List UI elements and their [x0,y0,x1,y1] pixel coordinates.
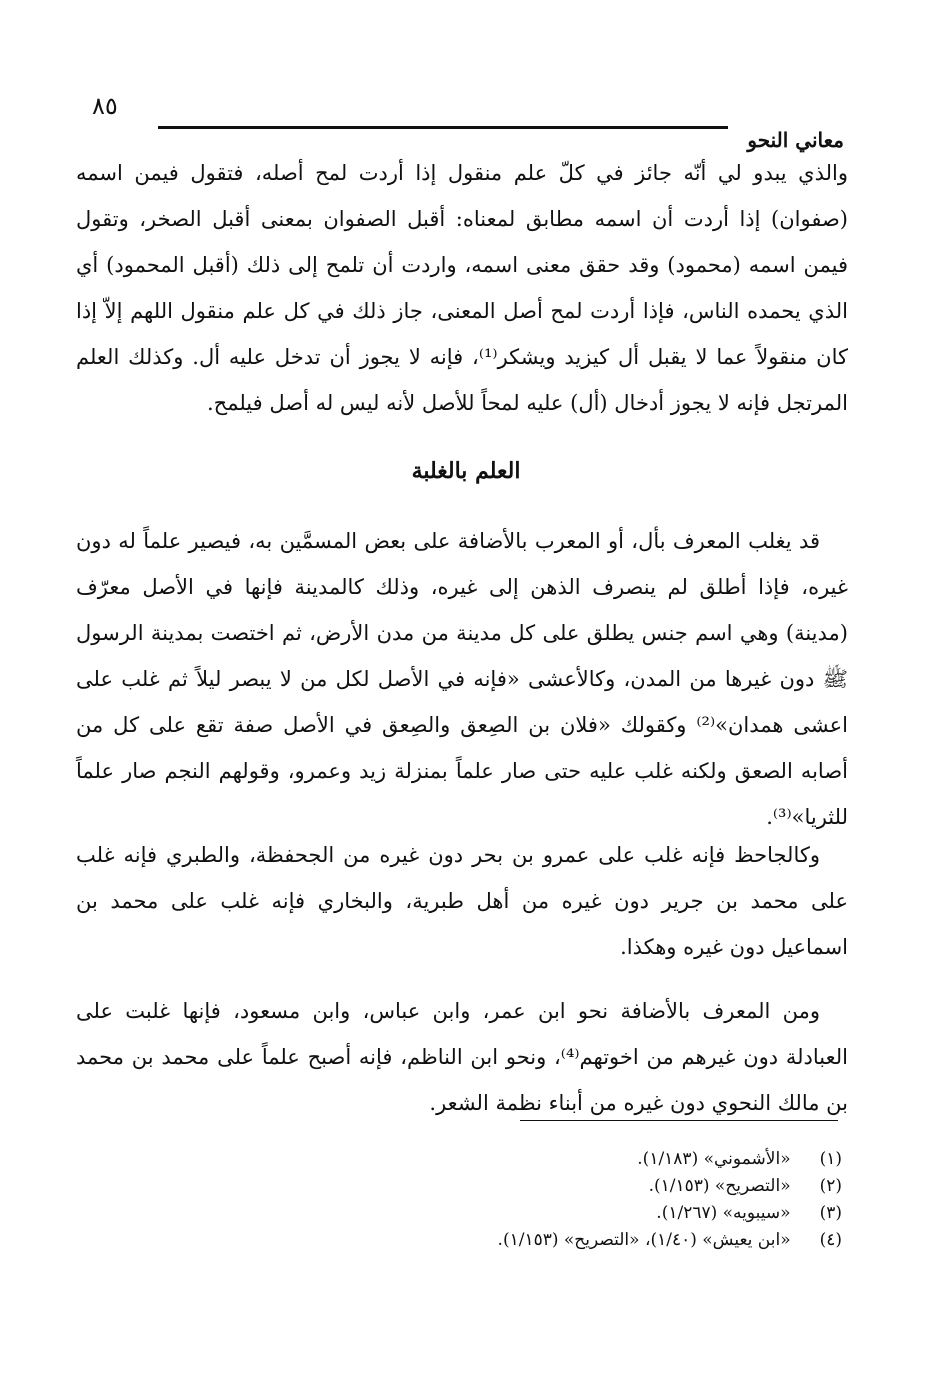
paragraph-intro: والذي يبدو لي أنّه جائز في كلّ علم منقول إذا أردت لمح أصله، فتقول فيمن اسمه (صفوان) إذا أردت أن اسمه مطابق لمعناه: أقبل الصفوان بمعنى أقبل الصخر، وتقول فيمن اسمه (محمود) وقد حقق معنى اسمه، واردت أن تلمح إلى ذلك (أقبل المحمود) أي الذي يحمده الناس، فإذا أردت لمح أصل المعنى، جاز ذلك في كل علم منقول اللهم إلاّ إذا كان منقولاً عما لا يقبل أل كيزيد ويشكر⁽¹⁾، فإنه لا يجوز أن تدخل عليه أل. وكذلك العلم المرتجل فإنه لا يجوز أدخال (أل) عليه لمحاً للأصل لأنه ليس له أصل فيلمح. [76,161,848,415]
header-rule [158,126,728,129]
running-title: معاني النحو [747,128,844,152]
footnote [82,1227,842,1254]
page-number: ٨٥ [92,92,118,120]
footnote-number: (٣) [819,1203,842,1223]
section-paragraph: ومن المعرف بالأضافة نحو ابن عمر، وابن عباس، وابن مسعود، فإنها غلبت على العبادلة دون غيرهم من اخوتهم⁽⁴⁾، ونحو ابن الناظم، فإنه أصبح علماً على محمد بن محمد بن مالك النحوي دون غيره من أبناء نظمة الشعر. [76,999,848,1115]
section-paragraph: قد يغلب المعرف بأل، أو المعرب بالأضافة على بعض المسمَّين به، فيصير علماً له دون غيره، فإذا أطلق لم ينصرف الذهن إلى غيره، وذلك كالمدينة فإنها في الأصل معرّف (مدينة) وهي اسم جنس يطلق على كل مدينة من مدن الأرض، ثم اختصت بمدينة الرسول ﷺ دون غيرها من المدن، وكالأعشى «فإنه في الأصل لكل من لا يبصر ليلاً ثم غلب على اعشى همدان»⁽²⁾ وكقولك «فلان بن الصِعق والصِعق في الأصل صفة تقع على كل من أصابه الصعق ولكنه غلب عليه حتى صار علماً بمنزلة زيد وعمرو، وقولهم النجم صار علماً للثريا»⁽³⁾. [76,529,848,829]
footnote-text: «التصريح» (١/١٥٣). [648,1176,791,1196]
footnote-number: (٤) [819,1230,842,1250]
footnote-number: (٢) [819,1176,842,1196]
footnote [82,1200,842,1227]
footnote-text: «ابن يعيش» (١/٤٠)، «التصريح» (١/١٥٣). [497,1230,791,1250]
section-heading: العلم بالغلبة [411,458,521,484]
footnote [82,1146,842,1173]
footnote-rule [520,1120,838,1121]
section-paragraph: وكالجاحظ فإنه غلب على عمرو بن بحر دون غيره من الجحفظة، والطبري فإنه غلب على محمد بن جرير دون غيره من أهل طبرية، والبخاري فإنه غلب على محمد بن اسماعيل دون غيره وهكذا. [76,843,848,959]
footnote-text: «الأشموني» (١/١٨٣). [637,1149,791,1169]
footnote-text: «سيبويه» (١/٢٦٧). [656,1203,791,1223]
footnote [82,1173,842,1200]
footnote-number: (١) [819,1149,842,1169]
footnotes-list [82,1146,842,1254]
